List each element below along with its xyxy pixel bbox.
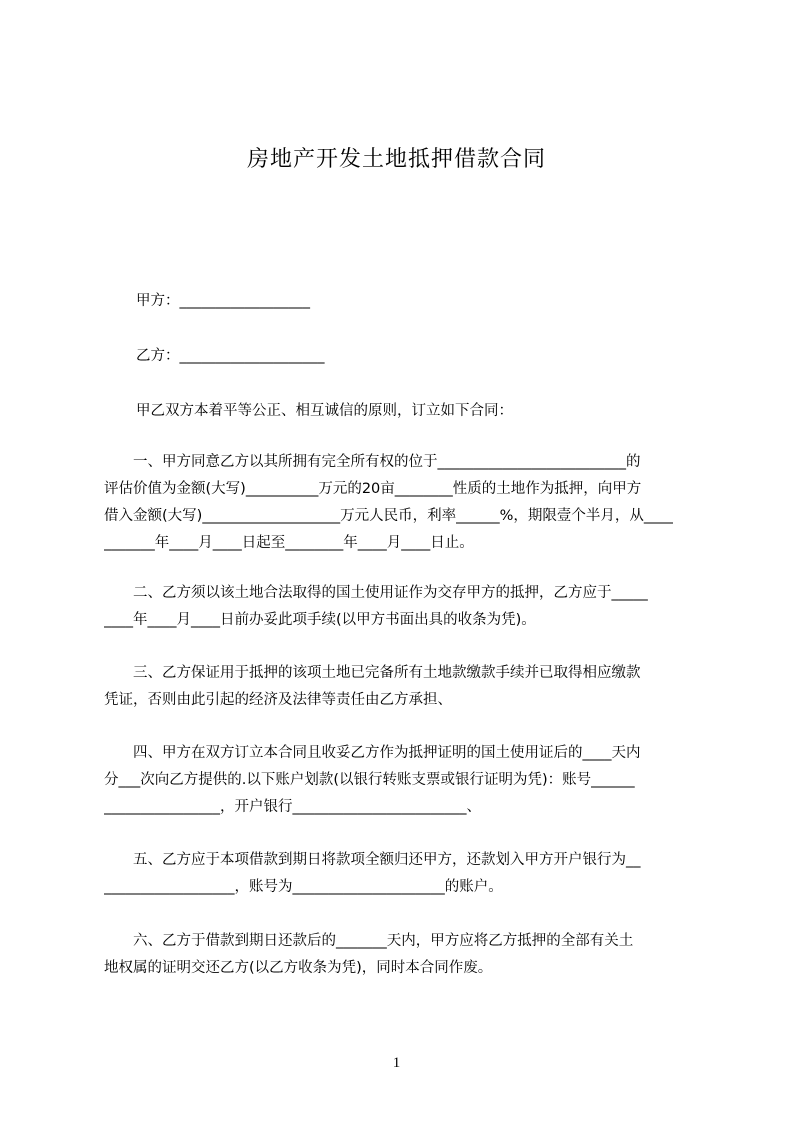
clause-5-line: 五、乙方应于本项借款到期日将款项全额归还甲方，还款划入甲方开户银行为__ [104,852,641,868]
clause-1-line: 一、甲方同意乙方以其所拥有完全所有权的位于__________________________的 [104,454,641,470]
document-title: 房地产开发土地抵押借款合同 [246,147,546,172]
party-a-line: 甲方：__________________ [136,293,310,309]
intro-line: 甲乙双方本着平等公正、相互诚信的原则，订立如下合同： [136,403,513,419]
clause-4-line: ________________，开户银行________________________、 [104,799,481,815]
party-b-line: 乙方：____________________ [136,348,325,364]
clause-1-line: _______年____月____日起至________年____月____日止。 [104,535,474,551]
clause-2-line: 二、乙方须以该土地合法取得的国土使用证作为交存甲方的抵押，乙方应于_____ [104,585,648,601]
page-number: 1 [392,1055,401,1071]
clause-3-line: 凭证，否则由此引起的经济及法律等责任由乙方承担、 [104,692,452,708]
clause-2-line: ____年____月____日前办妥此项手续(以甲方书面出具的收条为凭)。 [104,612,536,628]
clause-3-line: 三、乙方保证用于抵押的该项土地已完备所有土地款缴款手续并已取得相应缴款 [104,665,641,681]
clause-6-line: 六、乙方于借款到期日还款后的_______天内，甲方应将乙方抵押的全部有关土 [104,933,634,949]
clause-1-line: 借入金额(大写)___________________万元人民币，利率______%，期限壹个半月，从____ [104,508,673,524]
clause-1-line: 评估价值为金额(大写)__________万元的20亩________性质的土地作为抵押，向甲方 [104,481,642,497]
clause-6-line: 地权属的证明交还乙方(以乙方收条为凭)，同时本合同作废。 [104,960,493,976]
clause-5-line: __________________，账号为_____________________的账户。 [104,879,503,895]
clause-4-line: 四、甲方在双方订立本合同且收妥乙方作为抵押证明的国土使用证后的____天内 [104,745,641,761]
clause-4-line: 分___次向乙方提供的.以下账户划款(以银行转账支票或银行证明为凭)：账号______ [104,772,635,788]
